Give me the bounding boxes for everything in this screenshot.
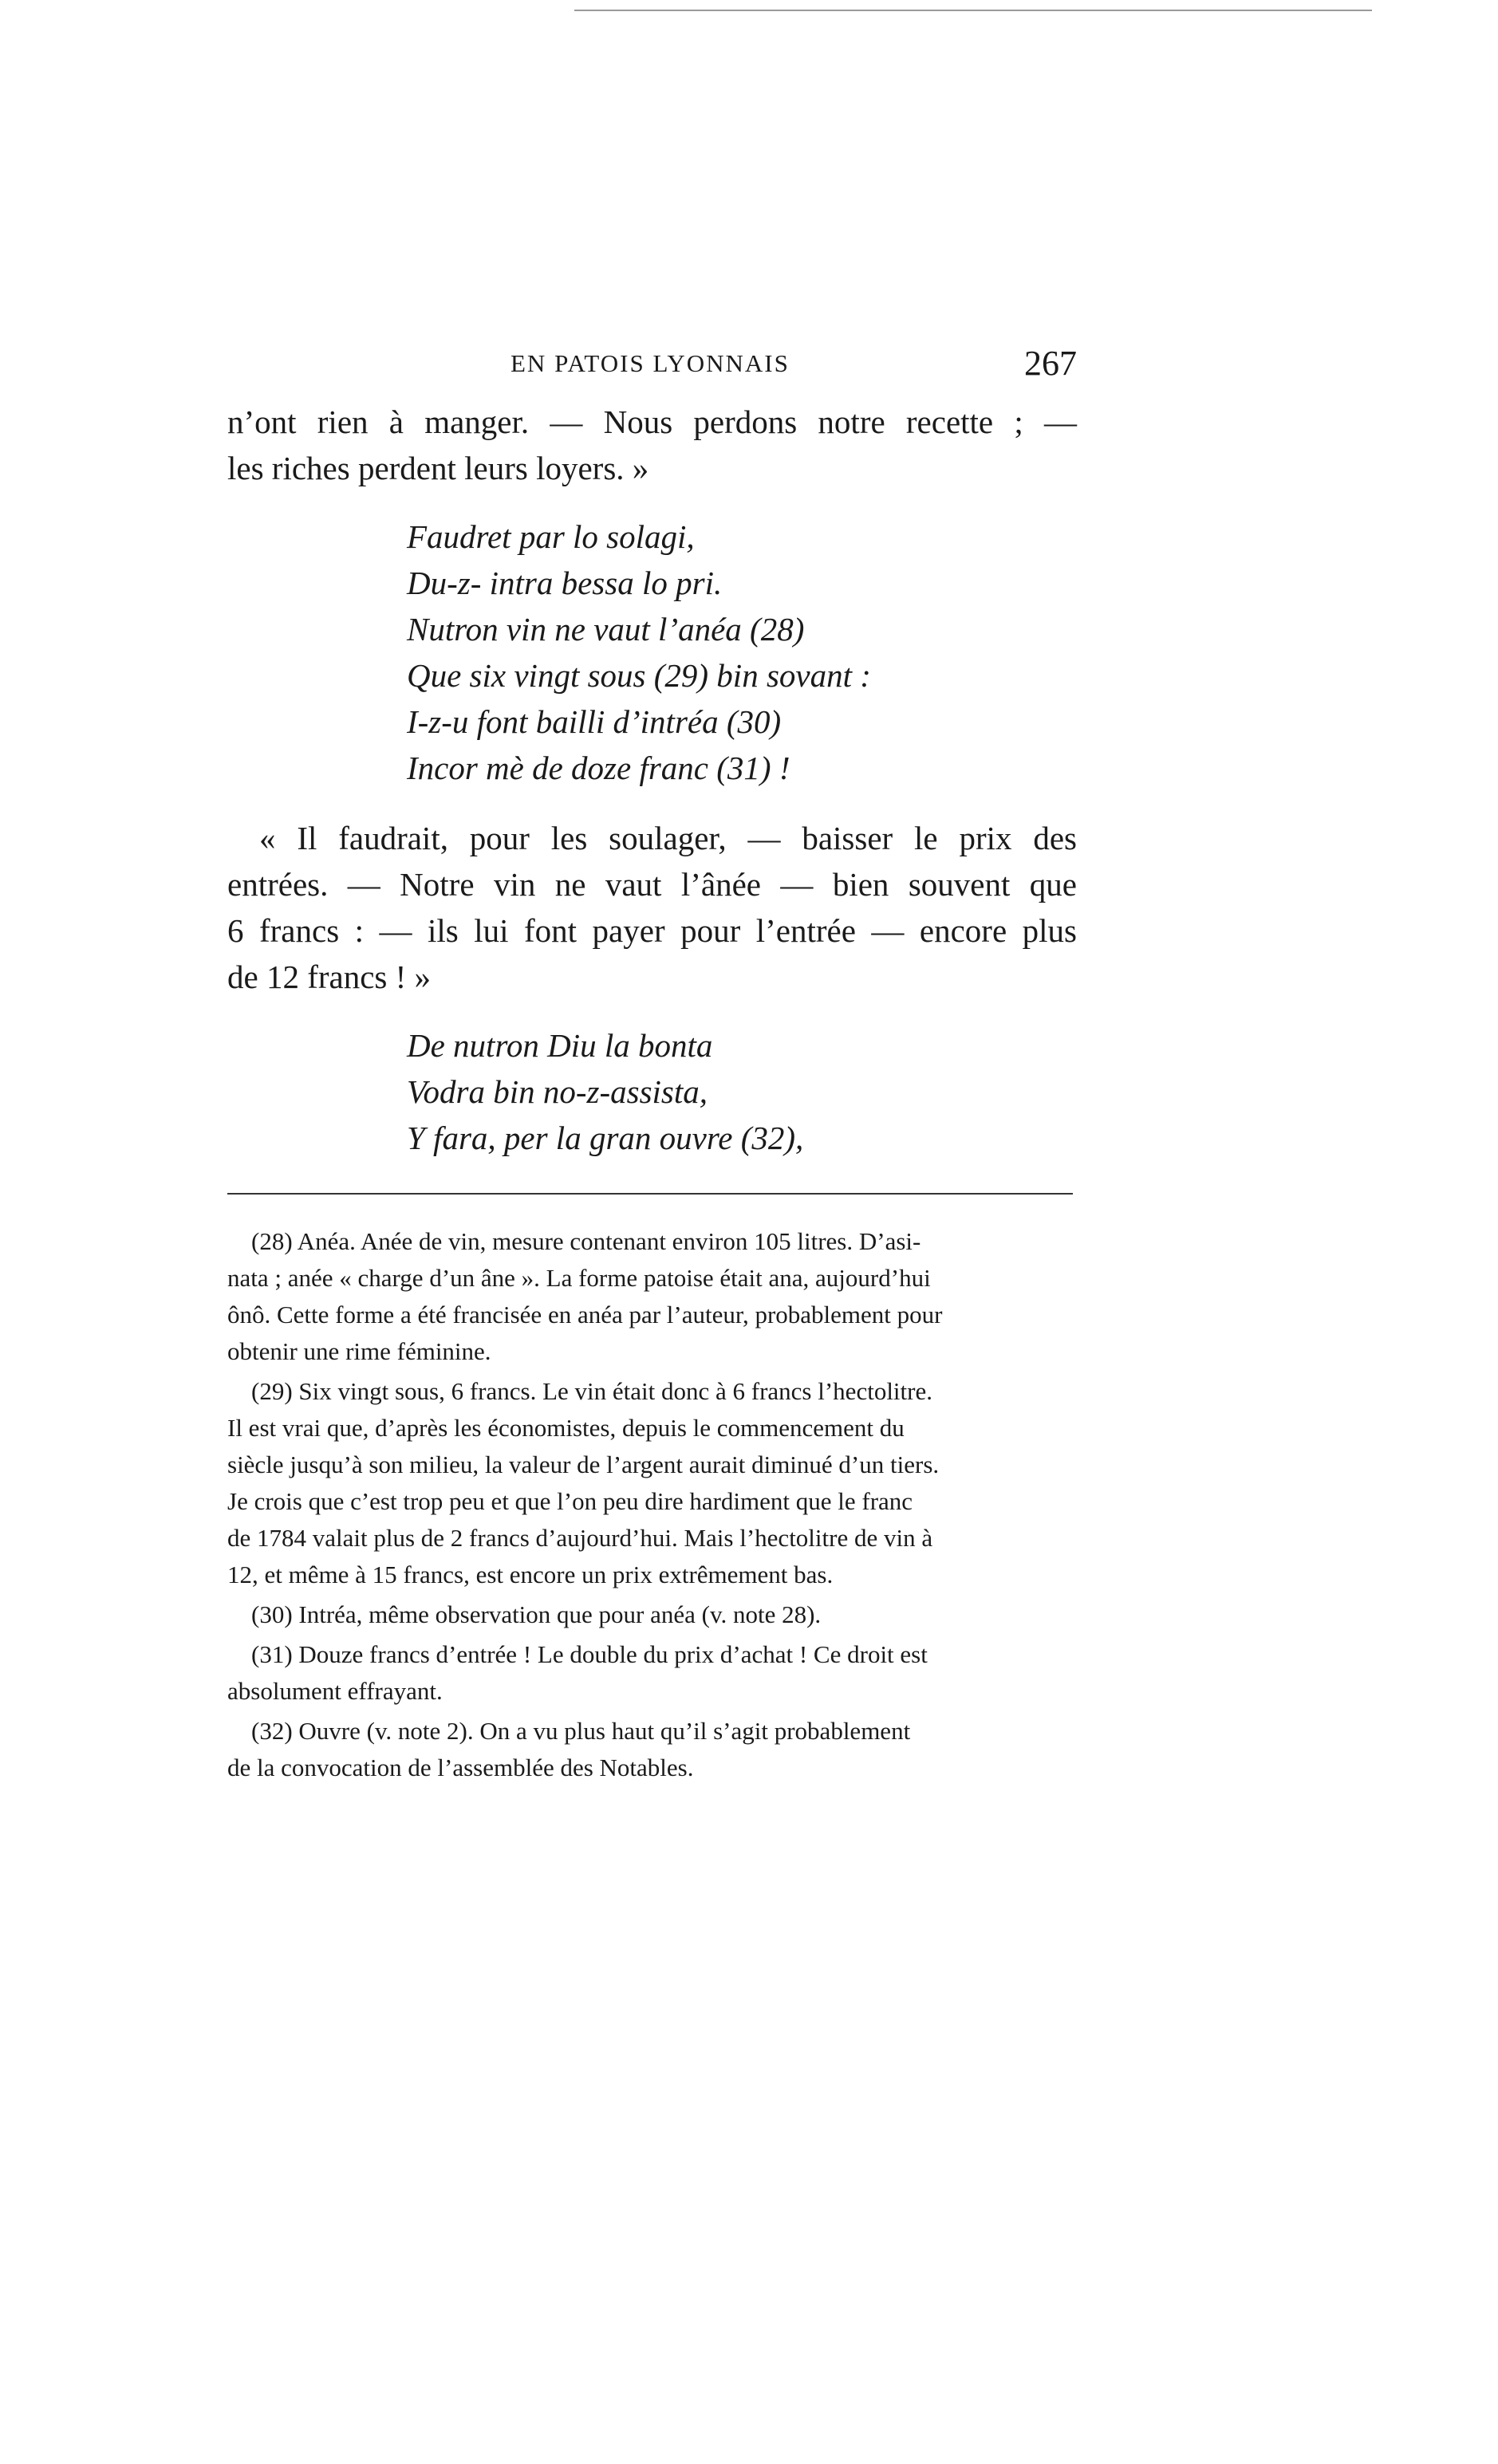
footnote-line: absolument effrayant.: [227, 1677, 443, 1705]
verse-line: Du-z- intra bessa lo pri.: [407, 565, 723, 601]
verse-line: Y fara, per la gran ouvre (32),: [407, 1120, 804, 1156]
footnote-line: de la convocation de l’assemblée des Notables.: [227, 1754, 694, 1781]
verse-line: Nutron vin ne vaut l’anéa (28): [407, 611, 805, 647]
page-header: [227, 343, 1077, 399]
prose-paragraph-1: [227, 399, 1077, 491]
footnote-line: nata ; anée « charge d’un âne ». La forme patoise était ana, aujourd’hui: [227, 1264, 931, 1292]
footnote-line: obtenir une rime féminine.: [227, 1337, 491, 1365]
footnote-line: (28) Anéa. Anée de vin, mesure contenant environ 105 litres. D’asi-: [251, 1227, 921, 1255]
verse-line: I-z-u font bailli d’intréa (30): [407, 703, 782, 740]
footnote-line: Il est vrai que, d’après les économistes, depuis le commencement du: [227, 1414, 905, 1442]
verse-stanza-1: [407, 514, 1077, 791]
prose-line: entrées. — Notre vin ne vaut l’ânée — bien souvent que: [227, 866, 1077, 903]
verse-line: Incor mè de doze franc (31) !: [407, 750, 790, 786]
footnote-line: (29) Six vingt sous, 6 francs. Le vin était donc à 6 francs l’hectolitre.: [251, 1377, 932, 1405]
footnote-28: [227, 1223, 1077, 1370]
scan-edge-line: [574, 10, 1372, 11]
prose-line: les riches perdent leurs loyers. »: [227, 450, 649, 486]
footnote-line: (30) Intréa, même observation que pour anéa (v. note 28).: [251, 1600, 822, 1628]
footnote-line: ônô. Cette forme a été francisée en anéa par l’auteur, probablement pour: [227, 1301, 943, 1328]
page-number: 267: [1024, 344, 1077, 383]
running-head: EN PATOIS LYONNAIS: [511, 349, 790, 377]
footnote-line: Je crois que c’est trop peu et que l’on peu dire hardiment que le franc: [227, 1487, 913, 1515]
footnote-line: siècle jusqu’à son milieu, la valeur de l’argent aurait diminué d’un tiers.: [227, 1450, 940, 1478]
verse-line: Faudret par lo solagi,: [407, 518, 695, 555]
verse-line: De nutron Diu la bonta: [407, 1027, 713, 1064]
verse-line: Que six vingt sous (29) bin sovant :: [407, 657, 871, 694]
footnote-30: [227, 1596, 1077, 1633]
footnote-line: (31) Douze francs d’entrée ! Le double du prix d’achat ! Ce droit est: [251, 1640, 928, 1668]
footnote-29: [227, 1373, 1077, 1593]
prose-line: de 12 francs ! »: [227, 958, 432, 995]
footnote-divider: [227, 1193, 1073, 1195]
prose-paragraph-2: [227, 815, 1077, 1000]
verse-line: Vodra bin no-z-assista,: [407, 1073, 708, 1110]
prose-line: 6 francs : — ils lui font payer pour l’entrée — encore plus: [227, 912, 1077, 949]
footnote-line: de 1784 valait plus de 2 francs d’aujourd’hui. Mais l’hectolitre de vin à: [227, 1524, 933, 1552]
prose-line: « Il faudrait, pour les soulager, — baisser le prix des: [259, 820, 1077, 856]
book-page: [227, 343, 1077, 1789]
footnotes: [227, 1223, 1077, 1786]
footnote-32: [227, 1713, 1077, 1786]
verse-stanza-2: [407, 1022, 1077, 1161]
footnote-line: (32) Ouvre (v. note 2). On a vu plus haut qu’il s’agit probablement: [251, 1717, 911, 1745]
prose-line: n’ont rien à manger. — Nous perdons notre recette ; —: [227, 403, 1077, 440]
footnote-line: 12, et même à 15 francs, est encore un prix extrêmement bas.: [227, 1561, 834, 1588]
footnote-31: [227, 1636, 1077, 1710]
